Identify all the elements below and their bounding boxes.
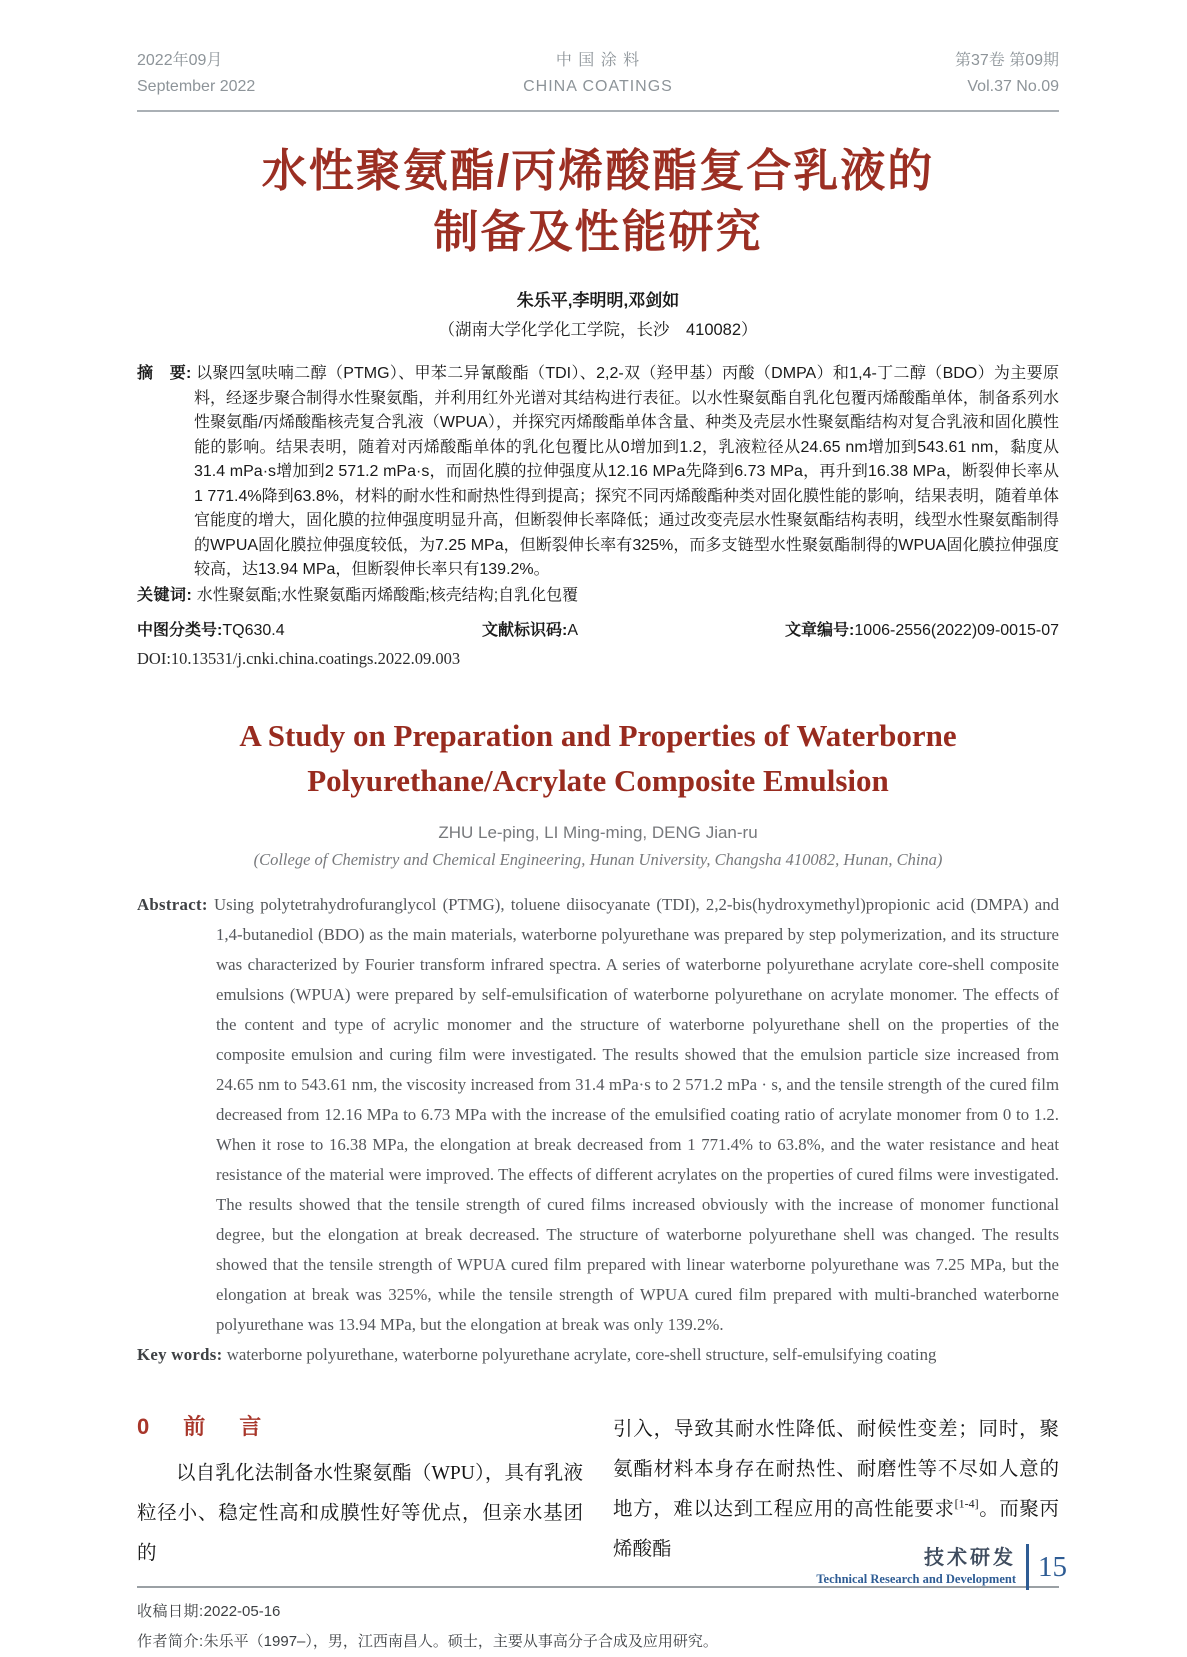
intro-left-column (137, 1410, 583, 1574)
authors-zh: 朱乐平,李明明,邓剑如 (516, 291, 680, 310)
header-issue-zh: 第37卷 第09期 (954, 52, 1059, 69)
received-date: 收稿日期:2022-05-16 (137, 1603, 281, 1620)
keywords-zh-label: 关键词: (137, 586, 193, 604)
journal-header (137, 48, 1059, 112)
article-title-en-line2: Polyurethane/Acrylate Composite Emulsion (307, 763, 889, 798)
article-title-en (137, 713, 1059, 803)
footer-column-en: Technical Research and Development (816, 1572, 1016, 1586)
footer-column-zh: 技术研发 (924, 1547, 1016, 1569)
header-journal-zh: 中 国 涂 料 (555, 52, 641, 69)
author-bio: 作者简介:朱乐平（1997–），男，江西南昌人。硕士，主要从事高分子合成及应用研究。 (137, 1633, 718, 1650)
header-issue (752, 48, 1059, 100)
intro-right-paragraph: 引入，导致其耐水性降低、耐候性变差；同时，聚氨酯材料本身存在耐热性、耐磨性等不尽如人意的地方，难以达到工程应用的高性能要求[1-4]。而聚丙烯酸酯 (613, 1419, 1059, 1560)
header-date-en: September 2022 (137, 78, 256, 95)
header-issue-en: Vol.37 No.09 (967, 78, 1059, 95)
header-date-zh: 2022年09月 (137, 52, 223, 69)
header-date (137, 48, 444, 100)
journal-page (0, 48, 1187, 1648)
abstract-zh-label: 摘 要: (137, 365, 192, 382)
affiliation-en: (College of Chemistry and Chemical Engineering, Hunan University, Changsha 410082, Hunan, China) (253, 850, 943, 869)
footer-column-name (816, 1546, 1016, 1588)
abstract-zh-text: 以聚四氢呋喃二醇（PTMG）、甲苯二异氰酸酯（TDI）、2,2-双（羟甲基）丙酸（DMPA）和1,4-丁二醇（BDO）为主要原料，经逐步聚合制得水性聚氨酯，并利用红外光谱对其结构进行表征。以水性聚氨酯自乳化包覆丙烯酸酯单体，制备系列水性聚氨酯/丙烯酸酯核壳复合乳液（WPUA），并探究丙烯酸酯单体含量、种类及壳层水性聚氨酯结构对复合乳液和固化膜性能的影响。结果表明，随着对丙烯酸酯单体的乳化包覆比从0增加到1.2，乳液粒径从24.65 nm增加到543.61 nm，黏度从31.4 mPa·s增加到2 571.2 mPa·s，而固化膜的拉伸强度从12.16 MPa先降到6.73 MPa，再升到16.38 MPa，断裂伸长率从1 771.4%降到63.8%，材料的耐水性和耐热性得到提高；探究不同丙烯酸酯种类对固化膜性能的影响，结果表明，随着单体官能度的增大，固化膜的拉伸强度明显升高，但断裂伸长率降低；通过改变壳层水性聚氨酯结构表明，线型水性聚氨酯制得的WPUA固化膜拉伸强度较低，为7.25 MPa，但断裂伸长率有325%，而多支链型水性聚氨酯制得的WPUA固化膜拉伸强度较高，达13.94 MPa，但断裂伸长率只有139.2%。 (194, 365, 1059, 578)
article-title-zh (137, 140, 1059, 262)
footer-divider-bar (1026, 1544, 1029, 1590)
authors-en: ZHU Le-ping, LI Ming-ming, DENG Jian-ru (438, 823, 758, 842)
page-number: 15 (1038, 1550, 1067, 1583)
abstract-en-text: Using polytetrahydrofuranglycol (PTMG), toluene diisocyanate (TDI), 2,2-bis(hydroxymethyl)propionic acid (DMPA) and 1,4-butanediol (BDO) as the main materials, waterborne polyurethane was prepared by step polymerization, and its structure was characterized by Fourier transform infrared spectra. A series of waterborne polyurethane acrylate core-shell composite emulsions (WPUA) were prepared by self-emulsification of waterborne polyurethane on acrylate monomer. The effects of the content and type of acrylic monomer and the structure of waterborne polyurethane shell on the properties of the composite emulsion and curing film were investigated. The results showed that the emulsion particle size increased from 24.65 nm to 543.61 nm, the viscosity increased from 31.4 mPa·s to 2 571.2 mPa · s, and the tensile strength of the cured film decreased from 12.16 MPa to 6.73 MPa with the increase of the emulsified coating ratio of acrylate monomer from 0 to 1.2. When it rose to 16.38 MPa, the elongation at break decreased from 1 771.4% to 63.8%, and the water resistance and heat resistance of the material were improved. The effects of different acrylates on the properties of cured films were investigated. The results showed that the tensile strength of cured films increased obviously with the increase of monomer functional degree, but the elongation at break decreased. The structure of waterborne polyurethane shell was changed. The results showed that the tensile strength of WPUA cured film prepared with linear waterborne polyurethane was 7.25 MPa, but the elongation at break was 325%, while the tensile strength of WPUA cured film prepared with multi-branched waterborne polyurethane was 13.94 MPa, but the elongation at break was only 139.2%. (213, 895, 1059, 1334)
affiliation-zh: （湖南大学化学化工学院，长沙 410082） (438, 321, 758, 339)
header-journal-name (444, 48, 751, 100)
clc-number: 中图分类号:TQ630.4 (137, 622, 285, 639)
article-title-zh-line1: 水性聚氨酯/丙烯酸酯复合乳液的 (261, 145, 935, 196)
abstract-en (137, 890, 1059, 1340)
abstract-zh (137, 362, 1059, 583)
article-title-en-line1: A Study on Preparation and Properties of Waterborne (239, 718, 957, 753)
keywords-en (137, 1340, 1059, 1370)
page-footer (816, 1544, 1067, 1590)
classification-row (137, 617, 1059, 640)
keywords-zh (137, 584, 1059, 609)
footnote (137, 1586, 1059, 1657)
document-code: 文献标识码:A (482, 622, 579, 639)
intro-left-paragraph: 以自乳化法制备水性聚氨酯（WPU），具有乳液粒径小、稳定性高和成膜性好等优点，但亲水基团的 (137, 1463, 583, 1564)
keywords-zh-text: 水性聚氨酯;水性聚氨酯丙烯酸酯;核壳结构;自乳化包覆 (196, 586, 579, 604)
keywords-en-label: Key words: (137, 1345, 223, 1364)
reference-marker: [1-4] (954, 1496, 979, 1511)
header-journal-en: CHINA COATINGS (523, 78, 673, 95)
abstract-en-label: Abstract: (137, 895, 208, 914)
article-number: 文章编号:1006-2556(2022)09-0015-07 (785, 622, 1059, 639)
doi: DOI:10.13531/j.cnki.china.coatings.2022.09.003 (137, 649, 461, 668)
intro-heading: 0 前 言 (137, 1414, 268, 1439)
keywords-en-text: waterborne polyurethane, waterborne polyurethane acrylate, core-shell structure, self-emulsifying coating (226, 1345, 937, 1364)
article-title-zh-line2: 制备及性能研究 (433, 206, 763, 257)
